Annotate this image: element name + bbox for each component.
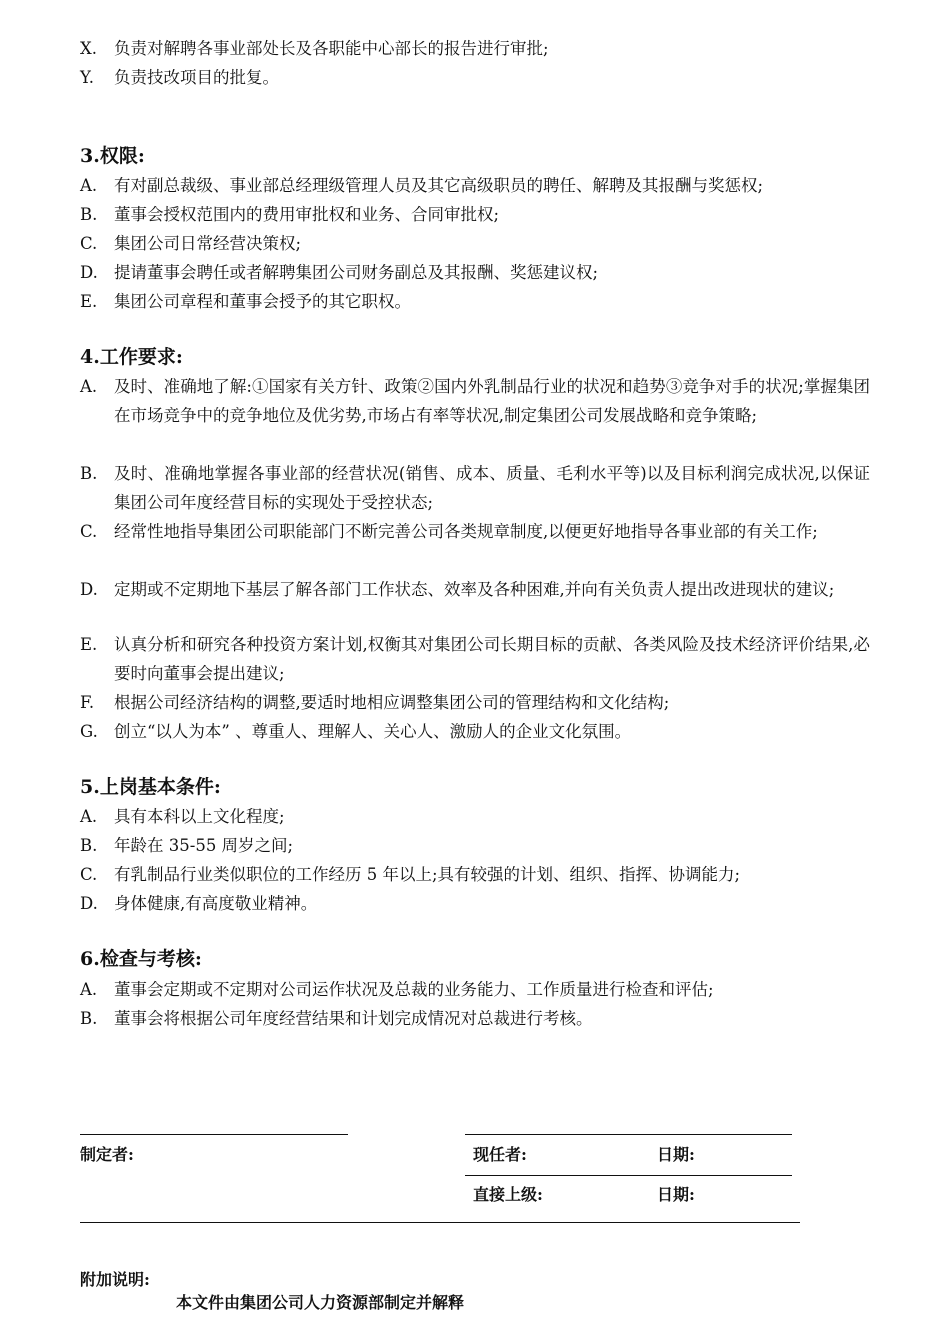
supervisor-label: 直接上级: bbox=[473, 1185, 543, 1204]
date-label: 日期: bbox=[657, 1185, 695, 1204]
item-marker: E. bbox=[80, 635, 98, 654]
item-marker: C. bbox=[80, 522, 98, 541]
list-item bbox=[80, 287, 870, 316]
signature-rule-bottom bbox=[80, 1222, 800, 1223]
item-marker: Y. bbox=[80, 68, 95, 87]
item-text: 有对副总裁级、事业部总经理级管理人员及其它高级职员的聘任、解聘及其报酬与奖惩权; bbox=[114, 176, 764, 195]
list-item bbox=[80, 802, 870, 831]
item-text: 根据公司经济结构的调整,要适时地相应调整集团公司的管理结构和文化结构; bbox=[114, 693, 670, 712]
list-item bbox=[80, 171, 870, 200]
item-marker: D. bbox=[80, 580, 98, 599]
item-marker: A. bbox=[80, 176, 98, 195]
list-item bbox=[80, 831, 870, 860]
item-marker: G. bbox=[80, 722, 98, 741]
item-marker: B. bbox=[80, 836, 98, 855]
item-text: 定期或不定期地下基层了解各部门工作状态、效率及各种困难,并向有关负责人提出改进现状的建议; bbox=[114, 580, 835, 599]
list-item bbox=[80, 575, 870, 604]
list-item bbox=[80, 372, 870, 430]
date-label: 日期: bbox=[657, 1145, 695, 1164]
item-text: 及时、准确地掌握各事业部的经营状况(销售、成本、质量、毛利水平等)以及目标利润完成状况,以保证集团公司年度经营目标的实现处于受控状态; bbox=[114, 464, 870, 512]
list-item bbox=[80, 34, 870, 63]
list-item bbox=[80, 200, 870, 229]
item-marker: F. bbox=[80, 693, 95, 712]
item-text: 认真分析和研究各种投资方案计划,权衡其对集团公司长期目标的贡献、各类风险及技术经济评价结果,必要时向董事会提出建议; bbox=[114, 635, 870, 683]
item-text: 身体健康,有高度敬业精神。 bbox=[114, 894, 318, 913]
list-item bbox=[80, 688, 870, 717]
item-marker: B. bbox=[80, 205, 98, 224]
item-text: 集团公司章程和董事会授予的其它职权。 bbox=[114, 292, 411, 311]
item-text: 提请董事会聘任或者解聘集团公司财务副总及其报酬、奖惩建议权; bbox=[114, 263, 599, 282]
item-marker: B. bbox=[80, 464, 98, 483]
list-item bbox=[80, 975, 870, 1004]
item-text: 负责技改项目的批复。 bbox=[114, 68, 279, 87]
list-item bbox=[80, 717, 870, 746]
section-heading: 5.上岗基本条件: bbox=[80, 776, 221, 798]
incumbent-label: 现任者: bbox=[473, 1145, 527, 1164]
item-marker: B. bbox=[80, 1009, 98, 1028]
item-text: 具有本科以上文化程度; bbox=[114, 807, 285, 826]
section-heading: 3.权限: bbox=[80, 145, 145, 167]
item-marker: A. bbox=[80, 980, 98, 999]
signature-rule-right-top bbox=[465, 1134, 792, 1135]
item-text: 负责对解聘各事业部处长及各职能中心部长的报告进行审批; bbox=[114, 39, 549, 58]
list-item bbox=[80, 860, 870, 889]
list-item bbox=[80, 258, 870, 287]
list-item bbox=[80, 229, 870, 258]
item-marker: D. bbox=[80, 263, 98, 282]
item-text: 董事会定期或不定期对公司运作状况及总裁的业务能力、工作质量进行检查和评估; bbox=[114, 980, 714, 999]
item-text: 创立“以人为本” 、尊重人、理解人、关心人、激励人的企业文化氛围。 bbox=[114, 722, 632, 741]
item-text: 有乳制品行业类似职位的工作经历 5 年以上;具有较强的计划、组织、指挥、协调能力; bbox=[114, 865, 741, 884]
list-item bbox=[80, 459, 870, 517]
list-item bbox=[80, 517, 870, 546]
signature-rule-right-middle bbox=[465, 1175, 792, 1176]
section-heading: 4.工作要求: bbox=[80, 346, 183, 368]
signature-rule-left bbox=[80, 1134, 348, 1135]
list-item bbox=[80, 1004, 870, 1033]
list-item bbox=[80, 63, 870, 92]
item-text: 集团公司日常经营决策权; bbox=[114, 234, 302, 253]
item-text: 年龄在 35-55 周岁之间; bbox=[114, 836, 294, 855]
item-marker: A. bbox=[80, 807, 98, 826]
list-item bbox=[80, 630, 870, 688]
section-heading: 6.检查与考核: bbox=[80, 948, 202, 970]
item-text: 及时、准确地了解:①国家有关方针、政策②国内外乳制品行业的状况和趋势③竞争对手的状况;掌握集团在市场竞争中的竞争地位及优劣势,市场占有率等状况,制定集团公司发展战略和竞争策略; bbox=[114, 377, 870, 425]
item-text: 董事会授权范围内的费用审批权和业务、合同审批权; bbox=[114, 205, 500, 224]
item-marker: C. bbox=[80, 234, 98, 253]
item-text: 董事会将根据公司年度经营结果和计划完成情况对总裁进行考核。 bbox=[114, 1009, 593, 1028]
list-item bbox=[80, 889, 870, 918]
item-text: 经常性地指导集团公司职能部门不断完善公司各类规章制度,以便更好地指导各事业部的有关工作; bbox=[114, 522, 818, 541]
note-text: 本文件由集团公司人力资源部制定并解释 bbox=[176, 1293, 465, 1312]
item-marker: C. bbox=[80, 865, 98, 884]
item-marker: X. bbox=[80, 39, 97, 58]
author-label: 制定者: bbox=[80, 1145, 134, 1164]
item-marker: D. bbox=[80, 894, 98, 913]
item-marker: E. bbox=[80, 292, 98, 311]
item-marker: A. bbox=[80, 377, 98, 396]
note-label: 附加说明: bbox=[80, 1270, 150, 1289]
